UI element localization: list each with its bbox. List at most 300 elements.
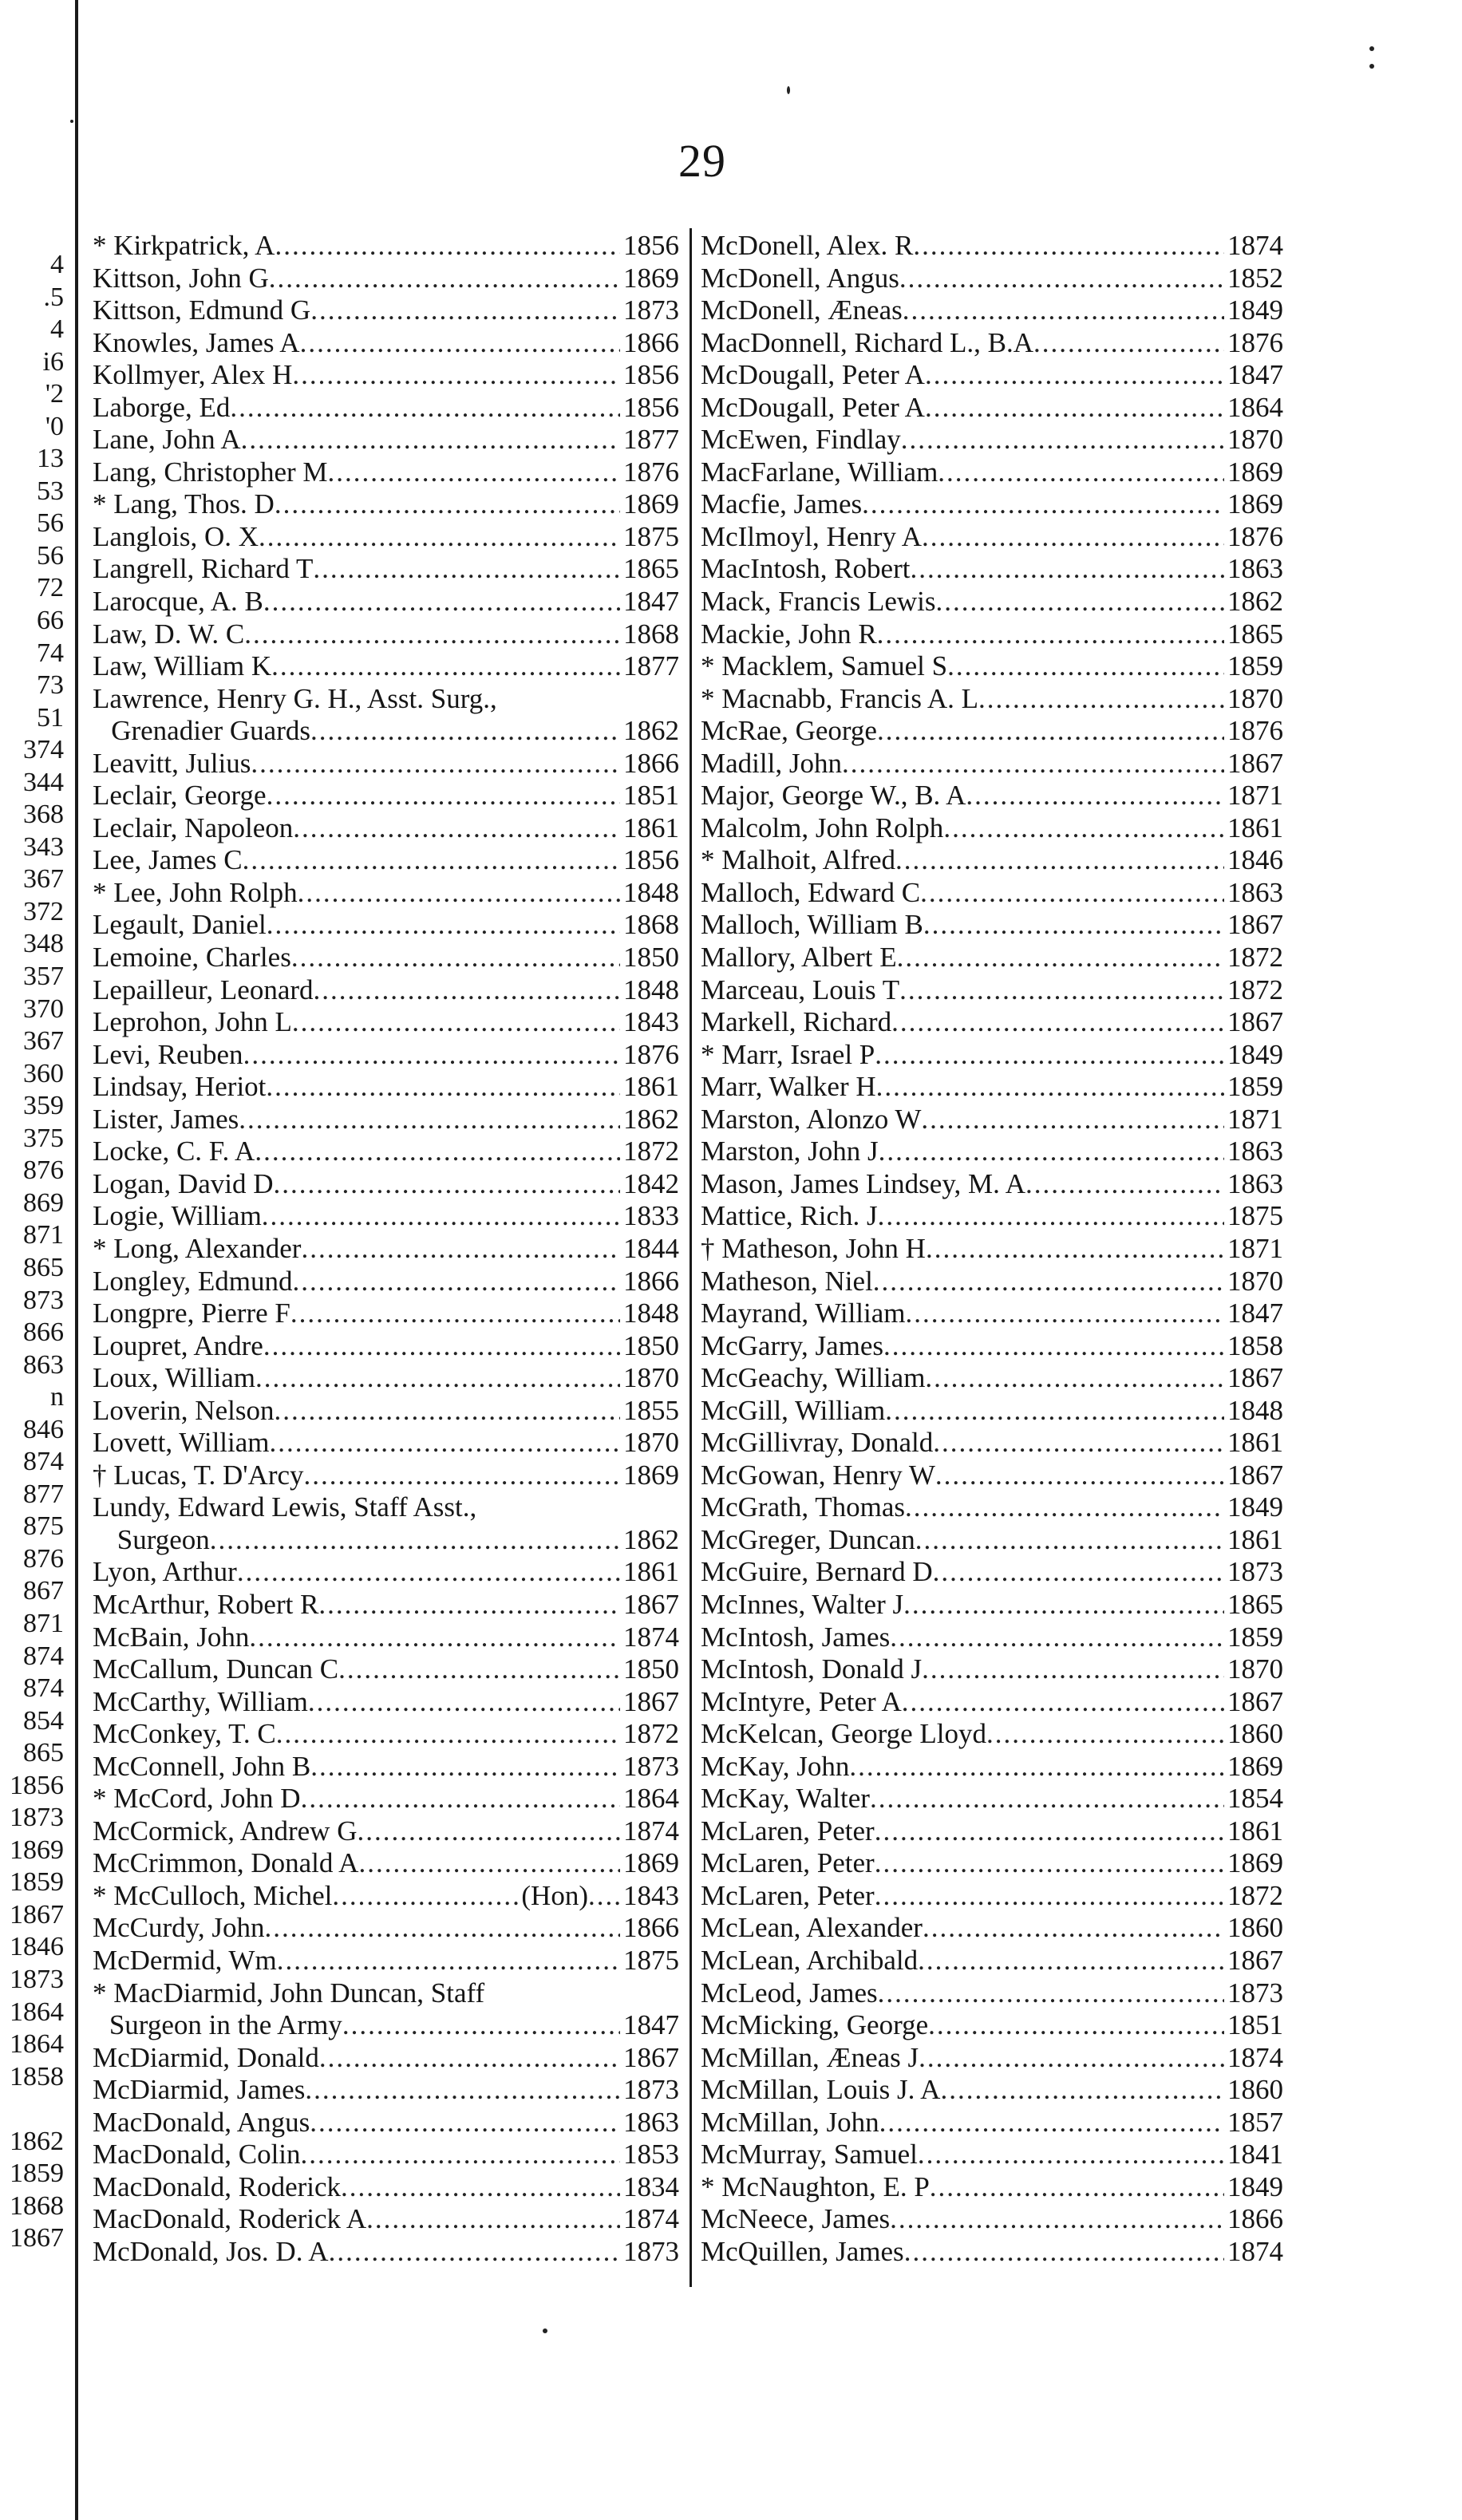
entry-year: 1863 (1227, 1167, 1283, 1199)
entry-year: 1873 (623, 2235, 679, 2267)
leader-dots (366, 2203, 620, 2236)
gutter-fragment: n (50, 1382, 64, 1412)
page-number: 29 (678, 135, 726, 187)
entry-name: McGeachy, William (701, 1362, 926, 1394)
leader-dots (978, 683, 1224, 716)
directory-entry (701, 392, 1283, 425)
entry-year: 1867 (1227, 909, 1283, 941)
entry-name: Marceau, Louis T (701, 974, 900, 1005)
gutter-fragment: '0 (45, 411, 64, 441)
gutter-fragment: 357 (23, 962, 64, 992)
leader-dots (313, 553, 620, 586)
leader-dots (901, 424, 1224, 456)
entry-name: * Macklem, Samuel S (701, 650, 948, 682)
leader-dots (918, 1945, 1224, 1977)
entry-name: McMillan, Louis J. A (701, 2074, 941, 2106)
entry-name: McLeod, James (701, 1977, 878, 2008)
entry-year: 1849 (1227, 1038, 1283, 1070)
entry-name: MacDonnell, Richard L., B.A (701, 326, 1033, 358)
entry-year: 1852 (1227, 262, 1283, 294)
entry-year: 1863 (1227, 876, 1283, 908)
leader-dots (270, 1427, 620, 1459)
leader-dots (262, 1200, 620, 1233)
entry-year: 1843 (623, 1879, 679, 1911)
entry-year: 1859 (1227, 650, 1283, 682)
entry-year: 1869 (1227, 1750, 1283, 1782)
gutter-fragment: 876 (23, 1155, 64, 1186)
entry-name: † Lucas, T. D'Arcy (93, 1459, 304, 1491)
entry-year: 1867 (623, 1685, 679, 1717)
entry-year: 1866 (1227, 2203, 1283, 2235)
entry-year: 1847 (1227, 1298, 1283, 1329)
entry-name: McIntosh, Donald J (701, 1653, 923, 1685)
leader-dots (878, 1200, 1224, 1233)
entry-name: Leclair, George (93, 780, 267, 812)
gutter-fragment: 4 (50, 314, 64, 345)
entry-name: Law, William K (93, 650, 272, 682)
entry-name: Lyon, Arthur (93, 1556, 237, 1588)
gutter-fragment: 869 (23, 1187, 64, 1218)
entry-name: † Matheson, John H (701, 1232, 926, 1264)
entry-year: 1876 (1227, 715, 1283, 747)
leader-dots (877, 715, 1224, 748)
entry-name: * Kirkpatrick, A (93, 230, 275, 261)
gutter-fragment: 370 (23, 993, 64, 1024)
entry-year: 1856 (623, 391, 679, 423)
entry-name: * MacDiarmid, John Duncan, Staff (93, 1977, 485, 2008)
entry-name: Malloch, Edward C (701, 876, 921, 908)
gutter-fragment: 1873 (10, 1964, 64, 1994)
directory-entry (93, 230, 679, 263)
leader-dots (903, 1589, 1224, 1621)
entry-year: 1849 (1227, 1491, 1283, 1523)
leader-dots (276, 1718, 620, 1751)
leader-dots (310, 2107, 620, 2139)
entry-name: McDonell, Alex. R (701, 230, 914, 261)
directory-entry (701, 2042, 1283, 2075)
entry-year: 1873 (623, 294, 679, 326)
entry-name: Mackie, John R (701, 618, 877, 650)
entry-year: 1860 (1227, 1718, 1283, 1750)
entry-year: 1876 (1227, 520, 1283, 552)
entry-year: 1860 (1227, 2074, 1283, 2106)
entry-name: Lindsay, Heriot (93, 1071, 267, 1103)
directory-entry (701, 1168, 1283, 1201)
right-column (701, 230, 1283, 2268)
entry-year: 1862 (623, 715, 679, 747)
directory-entry (93, 1168, 679, 1201)
gutter-fragment: 51 (37, 702, 64, 733)
leader-dots (210, 1524, 620, 1557)
entry-name: McDougall, Peter A (701, 359, 925, 391)
leader-dots (935, 1459, 1224, 1492)
directory-entry (701, 521, 1283, 554)
entry-name: McDiarmid, Donald (93, 2041, 319, 2073)
leader-dots (875, 1847, 1224, 1880)
entry-year: 1849 (1227, 2170, 1283, 2202)
directory-entry (701, 1653, 1283, 1686)
leader-dots (1025, 1168, 1224, 1201)
gutter-fragment: 13 (37, 444, 64, 474)
gutter-fragment: 1867 (10, 1899, 64, 1929)
entry-name: * Macnabb, Francis A. L (701, 682, 978, 714)
entry-year: 1842 (623, 1167, 679, 1199)
directory-entry (93, 2171, 679, 2204)
directory-entry (93, 263, 679, 295)
leader-dots (277, 1945, 620, 1977)
gutter-fragment: 863 (23, 1349, 64, 1380)
gutter-fragment: 368 (23, 800, 64, 830)
entry-name: McCallum, Duncan C (93, 1653, 339, 1685)
directory-entry (701, 1815, 1283, 1848)
entry-year: 1861 (623, 812, 679, 843)
directory-entry (93, 683, 679, 716)
entry-name: Longpre, Pierre F (93, 1298, 290, 1329)
directory-entry (93, 488, 679, 521)
entry-name: Mayrand, William (701, 1298, 906, 1329)
entry-name: McMurray, Samuel (701, 2139, 918, 2170)
leader-dots (919, 2042, 1224, 2075)
gutter-fragment: 1868 (10, 2190, 64, 2221)
entry-year: 1851 (1227, 2009, 1283, 2041)
directory-entry (701, 1783, 1283, 1815)
gutter-fragment: 1864 (10, 2029, 64, 2060)
leader-dots (265, 1912, 620, 1945)
gutter-fragment: 56 (37, 508, 64, 539)
directory-entry (93, 1912, 679, 1945)
entry-year: 1850 (623, 942, 679, 974)
gutter-fragment: 1846 (10, 1932, 64, 1962)
leader-dots (259, 521, 620, 554)
leader-dots (930, 2171, 1224, 2204)
gutter-fragment: 865 (23, 1738, 64, 1768)
entry-name: * Lang, Thos. D (93, 488, 275, 520)
directory-entry (701, 650, 1283, 683)
leader-dots (915, 1524, 1224, 1557)
leader-dots (913, 230, 1224, 263)
leader-dots (879, 1136, 1224, 1168)
entry-name: Malcolm, John Rolph (701, 812, 944, 843)
gutter-fragment: 56 (37, 540, 64, 571)
entry-year: 1847 (1227, 359, 1283, 391)
directory-entry (93, 1589, 679, 1621)
entry-year: 1876 (623, 456, 679, 488)
directory-entry (93, 2107, 679, 2139)
entry-year: 1867 (1227, 1006, 1283, 1038)
gutter-fragment: 1873 (10, 1803, 64, 1833)
directory-entry (93, 456, 679, 489)
gutter-fragment: 867 (23, 1576, 64, 1606)
entry-year: 1874 (623, 1815, 679, 1847)
leader-dots (943, 812, 1224, 845)
entry-name: McLaren, Peter (701, 1847, 875, 1879)
directory-entry (93, 618, 679, 651)
leader-dots (304, 1459, 620, 1492)
entry-name: Mallory, Albert E (701, 942, 897, 974)
entry-name: Leavitt, Julius (93, 747, 251, 779)
leader-dots (291, 942, 620, 974)
entry-year: 1874 (623, 1621, 679, 1653)
gutter-margin-fragments (0, 249, 72, 2255)
entry-name: McIntyre, Peter A (701, 1685, 902, 1717)
entry-year: 1846 (1227, 844, 1283, 876)
entry-name: Loupret, Andre (93, 1329, 263, 1361)
leader-dots (875, 1880, 1224, 1913)
directory-entry (93, 812, 679, 845)
directory-entry (701, 2139, 1283, 2171)
entry-name: Marston, John J (701, 1136, 879, 1167)
entry-name: McKay, Walter (701, 1783, 870, 1815)
entry-year: 1877 (623, 424, 679, 456)
entry-name: McIlmoyl, Henry A (701, 520, 923, 552)
gutter-fragment: 374 (23, 735, 64, 765)
leader-dots (266, 1071, 620, 1104)
gutter-fragment: 1856 (10, 1770, 64, 1800)
entry-name: McConkey, T. C (93, 1718, 276, 1750)
entry-year: 1867 (1227, 1362, 1283, 1394)
directory-entry (93, 2009, 679, 2042)
gutter-fragment: 367 (23, 1026, 64, 1057)
entry-year: 1871 (1227, 780, 1283, 812)
leader-dots (267, 909, 620, 942)
entry-name: Loverin, Nelson (93, 1394, 275, 1426)
entry-name: * McCord, John D (93, 1783, 301, 1815)
entry-year: 1859 (1227, 1071, 1283, 1103)
directory-entry (93, 359, 679, 392)
entry-name: McBain, John (93, 1621, 250, 1653)
leader-dots (239, 1104, 620, 1136)
entry-name: McLaren, Peter (701, 1815, 875, 1847)
entry-name: McCormick, Andrew G (93, 1815, 358, 1847)
entry-year: 1861 (623, 1071, 679, 1103)
entry-year: 1872 (1227, 974, 1283, 1005)
directory-entry (93, 424, 679, 456)
entry-name: Loux, William (93, 1362, 256, 1394)
leader-dots (933, 1556, 1224, 1589)
directory-entry (701, 1104, 1283, 1136)
leader-dots (875, 1039, 1224, 1072)
entry-year: 1847 (623, 2009, 679, 2041)
directory-entry (93, 1298, 679, 1330)
leader-dots (308, 1686, 620, 1719)
entry-year: 1862 (623, 1523, 679, 1555)
gutter-fragment: 4 (50, 250, 64, 279)
print-speck (1369, 46, 1374, 51)
directory-entry (701, 812, 1283, 845)
entry-year: 1874 (623, 2203, 679, 2235)
leader-dots (275, 230, 620, 263)
entry-name: Logie, William (93, 1200, 262, 1232)
entry-year: 1868 (623, 618, 679, 650)
print-speck (1369, 64, 1374, 69)
leader-dots (273, 1168, 620, 1201)
directory-entry (701, 1589, 1283, 1621)
leader-dots (905, 1491, 1224, 1524)
leader-dots (255, 1362, 620, 1395)
entry-year: 1856 (623, 359, 679, 391)
entry-name: Leclair, Napoleon (93, 812, 294, 843)
entry-name: McKay, John (701, 1750, 850, 1782)
directory-entry (93, 2074, 679, 2107)
directory-entry (93, 2042, 679, 2075)
directory-entry (93, 1977, 679, 2010)
leader-dots (329, 2236, 620, 2269)
entry-name: McDonell, Æneas (701, 294, 903, 326)
entry-year: 1876 (623, 1038, 679, 1070)
entry-year: 1869 (623, 1459, 679, 1491)
leader-dots (357, 1815, 620, 1848)
leader-dots (241, 424, 620, 456)
entry-year: 1841 (1227, 2139, 1283, 2170)
gutter-fragment: 1859 (10, 1867, 64, 1898)
left-column (93, 230, 679, 2268)
entry-name: McCarthy, William (93, 1685, 308, 1717)
entry-year: 1865 (1227, 1588, 1283, 1620)
directory-entry (93, 2236, 679, 2269)
gutter-fragment: 1867 (10, 2223, 64, 2253)
entry-year: 1868 (623, 909, 679, 941)
directory-entry (701, 909, 1283, 942)
gutter-fragment: 359 (23, 1091, 64, 1121)
directory-entry (93, 1006, 679, 1039)
directory-entry (701, 1686, 1283, 1719)
entry-name: Lawrence, Henry G. H., Asst. Surg., (93, 682, 497, 714)
entry-name: Surgeon (117, 1523, 210, 1555)
directory-entry (93, 1459, 679, 1492)
directory-entry (701, 2203, 1283, 2236)
entry-year: 1861 (623, 1556, 679, 1588)
print-speck (70, 120, 73, 123)
leader-dots (899, 263, 1224, 295)
leader-dots (928, 2009, 1224, 2042)
leader-dots (876, 1071, 1224, 1104)
entry-note: (Hon) (521, 1879, 588, 1911)
entry-year: 1867 (1227, 1685, 1283, 1717)
leader-dots (883, 1330, 1224, 1363)
entry-year: 1870 (1227, 424, 1283, 456)
gutter-fragment: 871 (23, 1608, 64, 1638)
entry-year: 1874 (1227, 2041, 1283, 2073)
entry-name: Logan, David D (93, 1167, 274, 1199)
entry-year: 1862 (623, 1103, 679, 1135)
entry-year: 1870 (623, 1427, 679, 1459)
binding-rule (75, 0, 78, 2520)
directory-entry (701, 1847, 1283, 1880)
directory-entry (701, 1071, 1283, 1104)
entry-year: 1844 (623, 1232, 679, 1264)
gutter-fragment: 877 (23, 1479, 64, 1509)
directory-entry (701, 230, 1283, 263)
entry-name: * McCulloch, Michel (93, 1879, 333, 1911)
entry-year: 1866 (623, 326, 679, 358)
gutter-fragment: 846 (23, 1414, 64, 1444)
leader-dots (300, 327, 620, 360)
leader-dots (230, 392, 620, 425)
directory-entry (93, 748, 679, 780)
entry-name: McDonell, Angus (701, 262, 899, 294)
leader-dots (301, 2139, 620, 2171)
leader-dots (358, 1847, 620, 1880)
directory-entry (93, 1621, 679, 1654)
directory-entry (93, 780, 679, 812)
leader-dots (910, 553, 1224, 586)
entry-year: 1871 (1227, 1232, 1283, 1264)
entry-name: Larocque, A. B (93, 586, 263, 618)
directory-entry (93, 521, 679, 554)
leader-dots (897, 942, 1224, 974)
entry-name: Mason, James Lindsey, M. A (701, 1167, 1026, 1199)
leader-dots (891, 1006, 1224, 1039)
leader-dots (925, 359, 1224, 392)
leader-dots (243, 844, 620, 877)
entry-year: 1873 (623, 2074, 679, 2106)
entry-year: 1869 (623, 1847, 679, 1879)
entry-name: * Malhoit, Alfred (701, 844, 895, 876)
entry-year: 1867 (623, 1588, 679, 1620)
entry-year: 1869 (1227, 1847, 1283, 1879)
gutter-fragment: 1869 (10, 1835, 64, 1865)
entry-name: Grenadier Guards (111, 715, 310, 747)
leader-dots (925, 392, 1224, 425)
entry-year: 1870 (1227, 682, 1283, 714)
entry-year: 1875 (623, 1944, 679, 1976)
gutter-fragment: 871 (23, 1220, 64, 1250)
leader-dots (332, 1880, 521, 1913)
directory-entry (701, 1491, 1283, 1524)
entry-name: Mack, Francis Lewis (701, 586, 936, 618)
leader-dots (920, 877, 1224, 910)
directory-entry (93, 1880, 679, 1913)
entry-name: Marston, Alonzo W (701, 1103, 922, 1135)
leader-dots (237, 1556, 620, 1589)
entry-year: 1873 (1227, 1556, 1283, 1588)
entry-year: 1871 (1227, 1103, 1283, 1135)
leader-dots (255, 1136, 620, 1168)
directory-entry (93, 1524, 679, 1557)
directory-entry (93, 2203, 679, 2236)
gutter-fragment: 874 (23, 1447, 64, 1477)
entry-year: 1866 (623, 1912, 679, 1944)
directory-entry (701, 1395, 1283, 1428)
directory-entry (93, 1847, 679, 1880)
directory-entry (701, 1977, 1283, 2010)
directory-entry (701, 1298, 1283, 1330)
entry-name: McNeece, James (701, 2203, 891, 2235)
gutter-fragment: 73 (37, 670, 64, 701)
entry-name: Marr, Walker H (701, 1071, 876, 1103)
entry-name: Lemoine, Charles (93, 942, 291, 974)
entry-name: McGreger, Duncan (701, 1523, 915, 1555)
entry-name: MacDonald, Colin (93, 2139, 301, 2170)
entry-name: McMicking, George (701, 2009, 929, 2041)
print-speck (543, 2328, 547, 2333)
leader-dots (879, 2107, 1224, 2139)
directory-entry (93, 1233, 679, 1266)
directory-entry (701, 942, 1283, 974)
directory-entry (93, 1815, 679, 1848)
directory-entry (701, 1039, 1283, 1072)
leader-dots (338, 1653, 620, 1686)
directory-entry (701, 715, 1283, 748)
entry-name: McDermid, Wm (93, 1944, 277, 1976)
directory-entry (93, 715, 679, 748)
leader-dots (292, 359, 620, 392)
entry-year: 1856 (623, 844, 679, 876)
entry-name: MacDonald, Angus (93, 2106, 310, 2138)
entry-name: McEwen, Findlay (701, 424, 901, 456)
directory-entry (701, 2236, 1283, 2269)
directory-entry (93, 1556, 679, 1589)
